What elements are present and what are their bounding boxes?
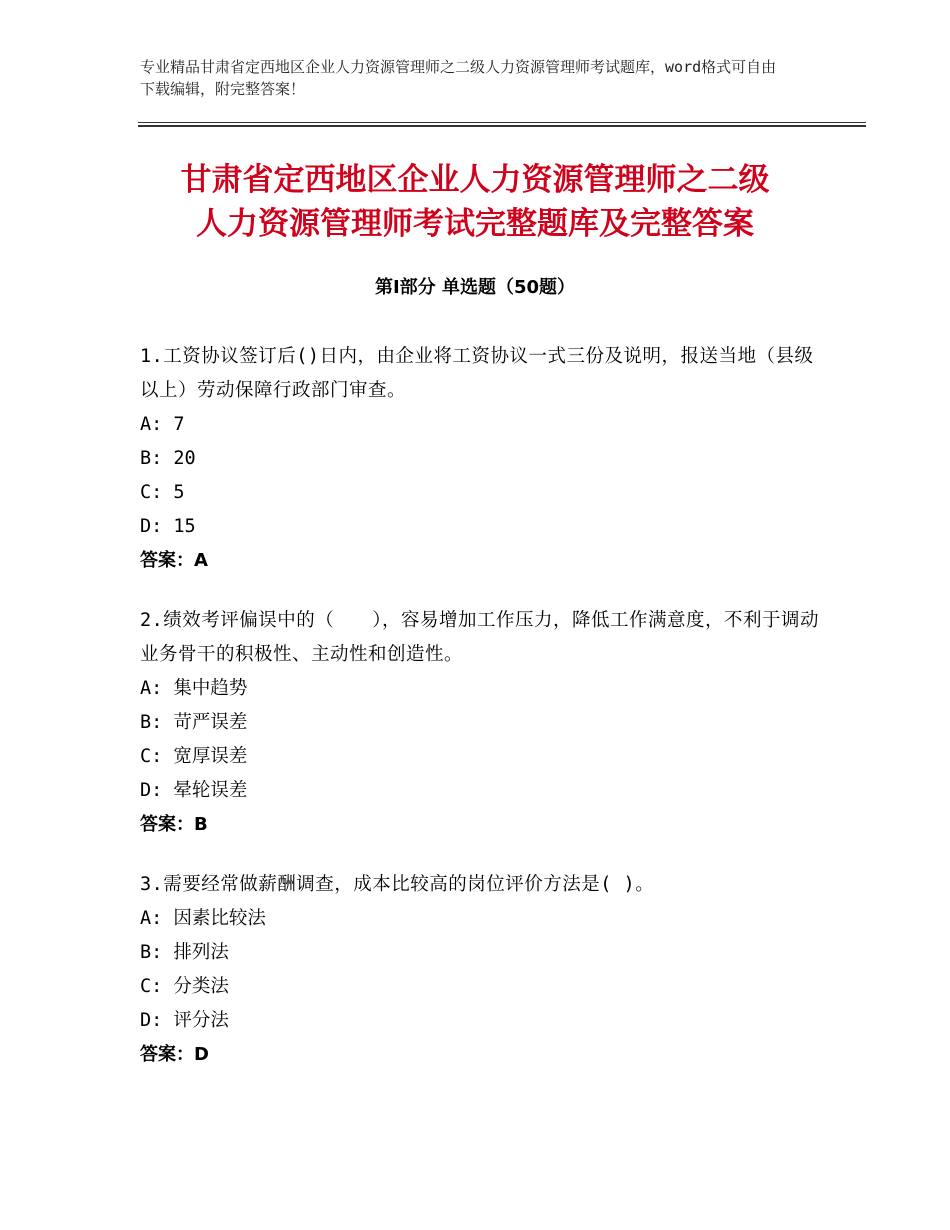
- answer-label: 答案：B: [140, 814, 208, 835]
- question-stem: 2.绩效考评偏误中的（ ），容易增加工作压力，降低工作满意度，不利于调动业务骨干的积极性、主动性和创造性。: [140, 610, 820, 665]
- question-3: [140, 868, 820, 1072]
- option-c: C: 分类法: [140, 976, 229, 997]
- option-a: A: 因素比较法: [140, 908, 266, 929]
- page-header-text: 专业精品甘肃省定西地区企业人力资源管理师之二级人力资源管理师考试题库，word格式可自由下载编辑，附完整答案！: [140, 58, 777, 98]
- question-2: [140, 604, 820, 842]
- document-title-line-1: 甘肃省定西地区企业人力资源管理师之二级: [180, 162, 770, 198]
- section-title: 第Ⅰ部分 单选题（50题）: [374, 277, 575, 298]
- answer-label: 答案：A: [140, 550, 208, 571]
- question-stem: 3.需要经常做薪酬调查，成本比较高的岗位评价方法是( )。: [140, 874, 655, 895]
- option-c: C: 宽厚误差: [140, 746, 248, 767]
- question-list: [140, 340, 820, 1098]
- option-b: B: 苛严误差: [140, 712, 248, 733]
- option-c: C: 5: [140, 482, 185, 503]
- header-divider: [138, 122, 866, 127]
- question-stem: 1.工资协议签订后()日内，由企业将工资协议一式三份及说明，报送当地（县级以上）劳动保障行政部门审查。: [140, 346, 814, 401]
- answer-label: 答案：D: [140, 1044, 209, 1065]
- option-d: D: 15: [140, 516, 196, 537]
- option-a: A: 7: [140, 414, 185, 435]
- option-b: B: 排列法: [140, 942, 229, 963]
- question-1: [140, 340, 820, 578]
- option-d: D: 评分法: [140, 1010, 229, 1031]
- document-title: [100, 158, 850, 246]
- option-a: A: 集中趋势: [140, 678, 248, 699]
- document-title-line-2: 人力资源管理师考试完整题库及完整答案: [196, 206, 754, 242]
- option-d: D: 晕轮误差: [140, 780, 248, 801]
- option-b: B: 20: [140, 448, 196, 469]
